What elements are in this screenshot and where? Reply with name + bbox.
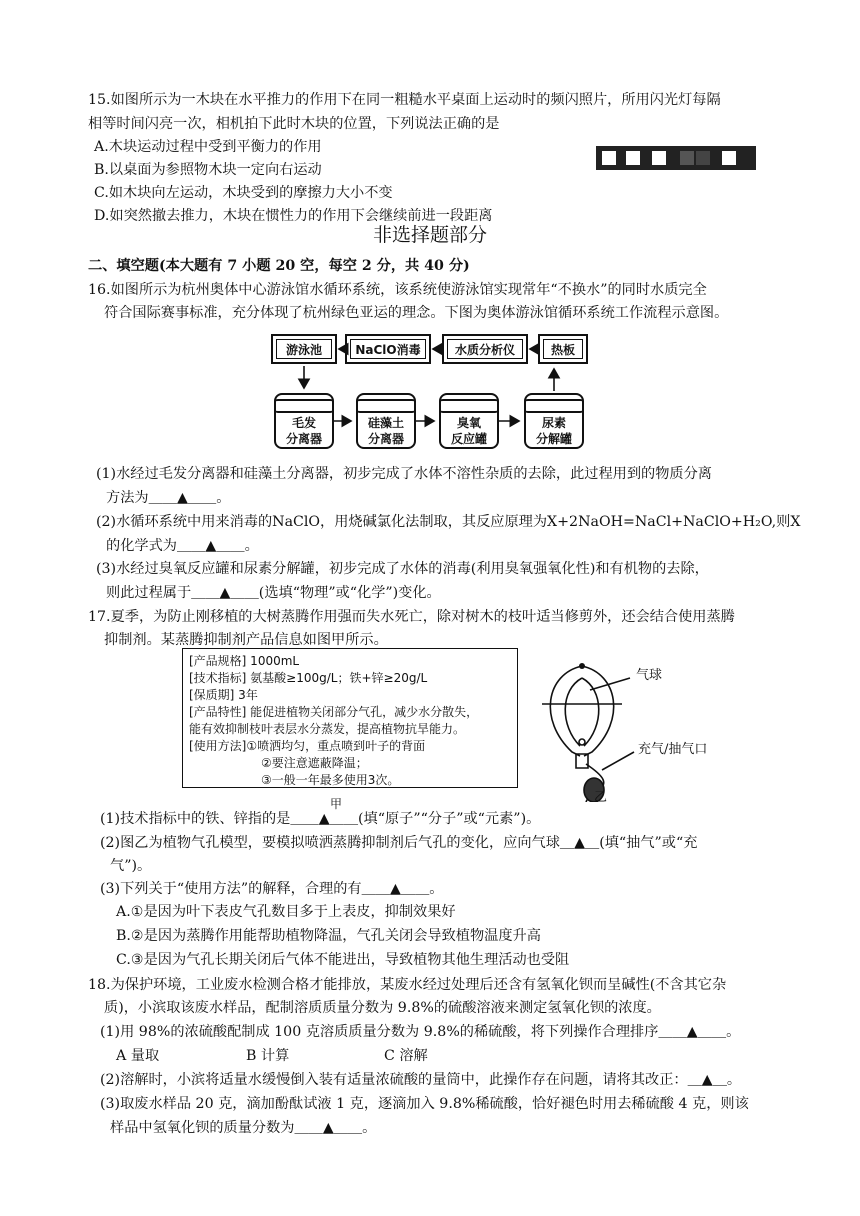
product-usage-3: ③一般一年最多使用3次。	[261, 773, 400, 787]
flow-label-ozone: 臭氧 反应罐	[450, 416, 487, 446]
q15-option-a: A.木块运动过程中受到平衡力的作用	[94, 139, 322, 155]
label-inflate-port: 充气/抽气口	[638, 742, 708, 757]
q17-part1: (1)技术指标中的铁、锌指的是＿＿▲＿＿(填“原子”“分子”或“元素”)。	[100, 811, 541, 827]
q16-part2-line2: 的化学式为＿＿▲＿＿。	[106, 538, 259, 554]
flow-label-diatomite: 硅藻土 分离器	[367, 416, 404, 446]
flow-label-hair: 毛发 分离器	[285, 416, 322, 446]
product-tech-index: [技术指标] 氨基酸≥100g/L；铁+锌≥20g/L	[189, 671, 428, 685]
product-shelf-life: [保质期] 3年	[189, 688, 258, 702]
q17-option-b: B.②是因为蒸腾作用能帮助植物降温，气孔关闭会导致植物温度升高	[116, 928, 541, 944]
section-title: 非选择题部分	[372, 224, 487, 246]
q17-stem-line1: 17.夏季，为防止刚移植的大树蒸腾作用强而失水死亡，除对树木的枝叶适当修剪外，还会结合使用蒸腾	[88, 609, 735, 625]
q15-stem-line2: 相等时间闪亮一次，相机拍下此时木块的位置，下列说法正确的是	[88, 116, 500, 132]
label-figure-jia: 甲	[330, 797, 343, 811]
section-2-header: 二、填空题(本大题有 7 小题 20 空，每空 2 分，共 40 分)	[88, 258, 470, 274]
product-usage-1: [使用方法]①喷洒均匀，重点喷到叶子的背面	[189, 739, 426, 753]
q15-stem-line1: 15.如图所示为一木块在水平推力的作用下在同一粗糙水平桌面上运动时的频闪照片，所用闪光灯每隔	[88, 92, 721, 108]
q17-part2-line2: 气”)。	[110, 858, 152, 874]
q15-option-d: D.如突然撤去推力，木块在惯性力的作用下会继续前进一段距离	[94, 208, 493, 224]
label-balloon: 气球	[636, 668, 663, 683]
q17-part2-line1: (2)图乙为植物气孔模型，要模拟喷洒蒸腾抑制剂后气孔的变化，应向气球＿▲＿(填“抽气”或“充	[100, 835, 698, 851]
product-usage-2: ②要注意遮蔽降温；	[261, 756, 368, 770]
label-figure-yi: 乙	[594, 790, 608, 805]
product-feature-1: [产品特性] 能促进植物关闭部分气孔，减少水分散失，	[189, 705, 479, 719]
q16-part1-line1: (1)水经过毛发分离器和硅藻土分离器，初步完成了水体不溶性杂质的去除，此过程用到的物质分离	[96, 466, 712, 482]
q16-part3-line1: (3)水经过臭氧反应罐和尿素分解罐，初步完成了水体的消毒(利用臭氧强氧化性)和有机物的去除，	[96, 561, 709, 577]
q18-option-a: A 量取	[116, 1048, 160, 1064]
q16-part2-line1: (2)水循环系统中用来消毒的NaClO，用烧碱氯化法制取，其反应原理为X+2NaOH=NaCl+NaClO+H₂O,则X	[96, 514, 801, 530]
q15-option-c: C.如木块向左运动，木块受到的摩擦力大小不变	[94, 185, 393, 201]
q18-stem-line1: 18.为保护环境，工业废水检测合格才能排放，某废水经过处理后还含有氢氧化钡而呈碱性(不含其它杂	[88, 977, 727, 993]
flow-label-naclo: NaClO消毒	[350, 339, 426, 359]
product-info-box	[182, 648, 518, 788]
q18-part3-line2: 样品中氢氧化钡的质量分数为＿＿▲＿＿。	[110, 1120, 377, 1136]
q16-part1-line2: 方法为＿＿▲＿＿。	[106, 490, 231, 506]
q18-option-c: C 溶解	[384, 1048, 428, 1064]
q16-stem-line1: 16.如图所示为杭州奥体中心游泳馆水循环系统，该系统使游泳馆实现常年“不换水”的同时水质完全	[88, 282, 707, 298]
product-feature-2: 能有效抑制枝叶表层水分蒸发，提高植物抗旱能力。	[189, 722, 466, 736]
flow-arrows	[0, 0, 860, 460]
q16-stem-line2: 符合国际赛事标准，充分体现了杭州绿色亚运的理念。下图为奥体游泳馆循环系统工作流程示意图。	[104, 305, 729, 321]
product-spec: [产品规格] 1000mL	[189, 654, 300, 668]
q17-option-c: C.③是因为气孔长期关闭后气体不能进出，导致植物其他生理活动也受阻	[116, 952, 570, 968]
flow-label-pool: 游泳池	[276, 339, 332, 359]
stomata-model-diagram	[530, 652, 730, 802]
q18-part2: (2)溶解时，小滨将适量水缓慢倒入装有适量浓硫酸的量筒中，此操作存在问题，请将其改正：＿▲＿。	[100, 1072, 742, 1088]
q16-part3-line2: 则此过程属于＿＿▲＿＿(选填“物理”或“化学”)变化。	[106, 585, 441, 601]
q17-part3: (3)下列关于“使用方法”的解释，合理的有＿＿▲＿＿。	[100, 881, 444, 897]
q18-part1: (1)用 98%的浓硫酸配制成 100 克溶质质量分数为 9.8%的稀硫酸，将下列操作合理排序＿＿▲＿＿。	[100, 1024, 741, 1040]
q18-option-b: B 计算	[246, 1048, 290, 1064]
q15-option-b: B.以桌面为参照物木块一定向右运动	[94, 162, 322, 178]
flowchart	[0, 0, 860, 460]
flow-label-urea: 尿素 分解罐	[535, 416, 572, 446]
q17-stem-line2: 抑制剂。某蒸腾抑制剂产品信息如图甲所示。	[104, 632, 388, 648]
flow-label-heater: 热板	[543, 339, 583, 359]
q17-option-a: A.①是因为叶下表皮气孔数目多于上表皮，抑制效果好	[116, 904, 456, 920]
flow-label-analyzer: 水质分析仪	[447, 339, 523, 359]
q18-part3-line1: (3)取废水样品 20 克，滴加酚酞试液 1 克，逐滴加入 9.8%稀硫酸，恰好褪色时用去稀硫酸 4 克，则该	[100, 1096, 749, 1112]
q18-stem-line2: 质)，小滨取该废水样品，配制溶质质量分数为 9.8%的硫酸溶液来测定氢氧化钡的浓度。	[104, 1000, 661, 1016]
